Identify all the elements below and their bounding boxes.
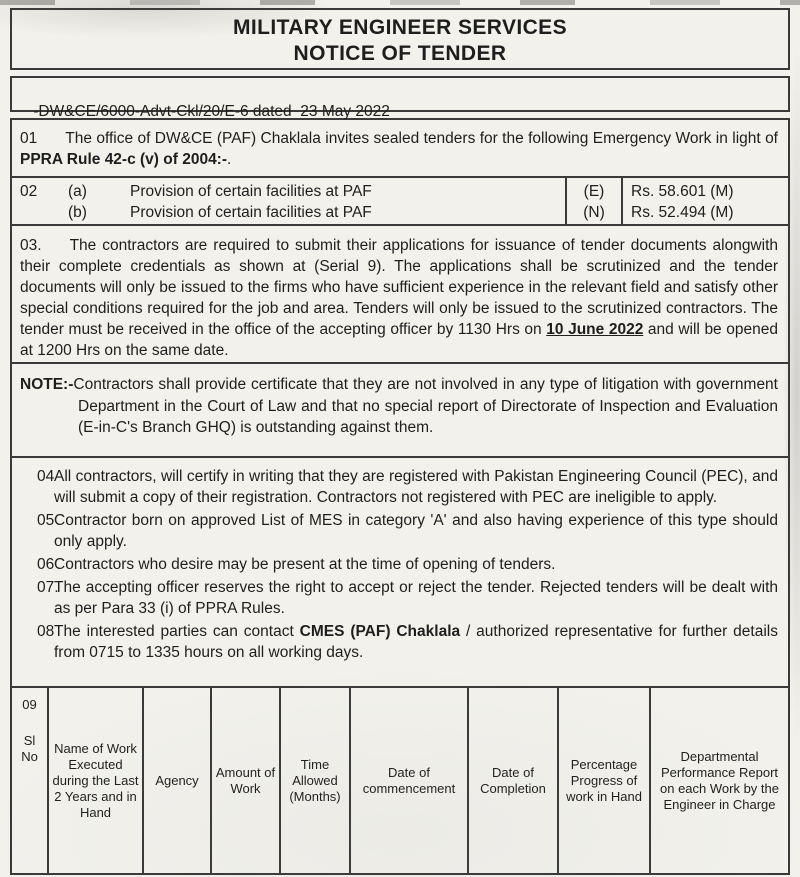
cmes-contact-bold-text: CMES (PAF) Chaklala — [299, 623, 461, 640]
condition-item-08 — [12, 621, 778, 663]
item-number-04: 04 — [37, 468, 55, 485]
section-01 — [12, 120, 788, 178]
condition-08-text-before: The interested parties can contact — [54, 623, 300, 640]
table-header-amount-of-work: Amount of Work — [210, 688, 279, 873]
section-09-credentials-table — [12, 688, 788, 873]
notice-body-box — [10, 118, 790, 875]
note-paragraph — [20, 374, 778, 439]
scan-artifact-top-edge — [0, 0, 800, 5]
item-number-07: 07. — [37, 579, 59, 596]
work-row-a-code: (E) — [583, 183, 605, 200]
condition-item-06 — [12, 554, 778, 575]
work-description-column — [12, 178, 565, 224]
table-header-time-allowed: Time Allowed (Months) — [279, 688, 349, 873]
section-02-work-table — [12, 178, 788, 226]
table-header-agency: Agency — [142, 688, 210, 873]
item-number-02: 02 — [20, 183, 38, 200]
paragraph-03-text-after: and will be opened at 1200 Hrs on the same date. — [20, 321, 778, 359]
condition-text-06: Contractors who desire may be present at the time of opening of tenders. — [54, 556, 556, 573]
condition-item-04 — [12, 466, 778, 508]
ppra-rule-bold-text: PPRA Rule 42-c (v) of 2004:- — [20, 151, 228, 168]
condition-item-07 — [12, 577, 778, 619]
condition-text-05: Contractor born on approved List of MES in category 'A' and also having experience of this type should only apply. — [54, 512, 778, 550]
paragraph-01 — [20, 128, 778, 170]
work-row-a-amount: Rs. 58.601 (M) — [631, 183, 734, 200]
paragraph-01-text: The office of DW&CE (PAF) Chaklala invites sealed tenders for the following Emergency Work in light of — [65, 130, 778, 147]
item-number-01: 01 — [20, 130, 38, 147]
section-03 — [12, 226, 788, 364]
condition-text-07: The accepting officer reserves the right to accept or reject the tender. Rejected tenders will be dealt with as per Para 33 (i) of PPRA Rules. — [54, 579, 778, 617]
work-amount-column — [621, 178, 788, 224]
note-text: Contractors shall provide certificate that they are not involved in any type of litigation with government Department in the Court of Law and that no special report of Directorate of Inspection and Evaluation (E-in-C's Branch GHQ) is outstanding against them. — [73, 376, 778, 436]
condition-08-text-after: / authorized representative for further details from 0715 to 1335 hours on all working days. — [54, 623, 778, 661]
serial-no-label: Sl No — [21, 733, 38, 764]
table-header-percentage-progress: Percentage Progress of work in Hand — [557, 688, 649, 873]
paragraph-03-text-before: The contractors are required to submit their applications for issuance of tender documents alongwith their complete credentials as shown at (Serial 9). The applications shall be scrutinized and the tender documents will only be issued to the firms who have sufficient experience in the relevant field and satisfy other special conditions required for the job and area. Tenders will only be issued to the scrutinized contractors. The tender must be received in the office of the accepting officer by 1130 Hrs on — [20, 237, 778, 338]
section-conditions — [12, 458, 788, 688]
item-number-05: 05 — [37, 512, 55, 529]
work-row-b — [12, 202, 565, 223]
work-row-b-label: (b) — [68, 204, 87, 221]
condition-text-04: All contractors, will certify in writing that they are registered with Pakistan Engineering Council (PEC), and will submit a copy of their registration. Contractors not registered with PEC are ineligible to apply. — [54, 468, 778, 506]
paragraph-03 — [20, 235, 778, 361]
table-header-performance-report: Departmental Performance Report on each Work by the Engineer in Charge — [649, 688, 788, 873]
table-header-date-of-completion: Date of Completion — [467, 688, 557, 873]
work-row-a — [12, 181, 565, 202]
note-label: NOTE:- — [20, 376, 74, 393]
item-number-spacer — [20, 202, 68, 223]
reference-number: -DW&CE/6000-Advt-Ckl/20/E-6 dated 23 May 2022 — [33, 103, 390, 120]
table-header-serial-no — [12, 688, 47, 873]
section-note — [12, 364, 788, 458]
condition-item-05 — [12, 510, 778, 552]
item-number-06: 06 — [37, 556, 55, 573]
work-row-b-code: (N) — [583, 204, 605, 221]
table-header-name-of-work: Name of Work Executed during the Last 2 Years and in Hand — [47, 688, 142, 873]
reference-box — [10, 76, 790, 120]
tender-deadline-date: 10 June 2022 — [546, 321, 644, 338]
condition-text-08 — [54, 621, 778, 663]
paragraph-01-suffix: . — [227, 151, 232, 168]
item-number-03: 03. — [20, 237, 42, 254]
doc-title-line1: MILITARY ENGINEER SERVICES — [232, 16, 567, 39]
work-row-b-description: Provision of certain facilities at PAF — [130, 204, 372, 221]
tender-notice-document — [10, 8, 790, 875]
work-row-a-description: Provision of certain facilities at PAF — [130, 183, 372, 200]
doc-title-line2: NOTICE OF TENDER — [293, 42, 507, 65]
table-header-date-of-commencement: Date of commencement — [349, 688, 467, 873]
work-row-b-amount: Rs. 52.494 (M) — [631, 204, 734, 221]
item-number-09: 09 — [22, 697, 37, 712]
work-row-a-label: (a) — [68, 183, 87, 200]
item-number-08: 08 — [37, 623, 55, 640]
title-box — [10, 8, 790, 70]
work-code-column — [565, 178, 621, 224]
